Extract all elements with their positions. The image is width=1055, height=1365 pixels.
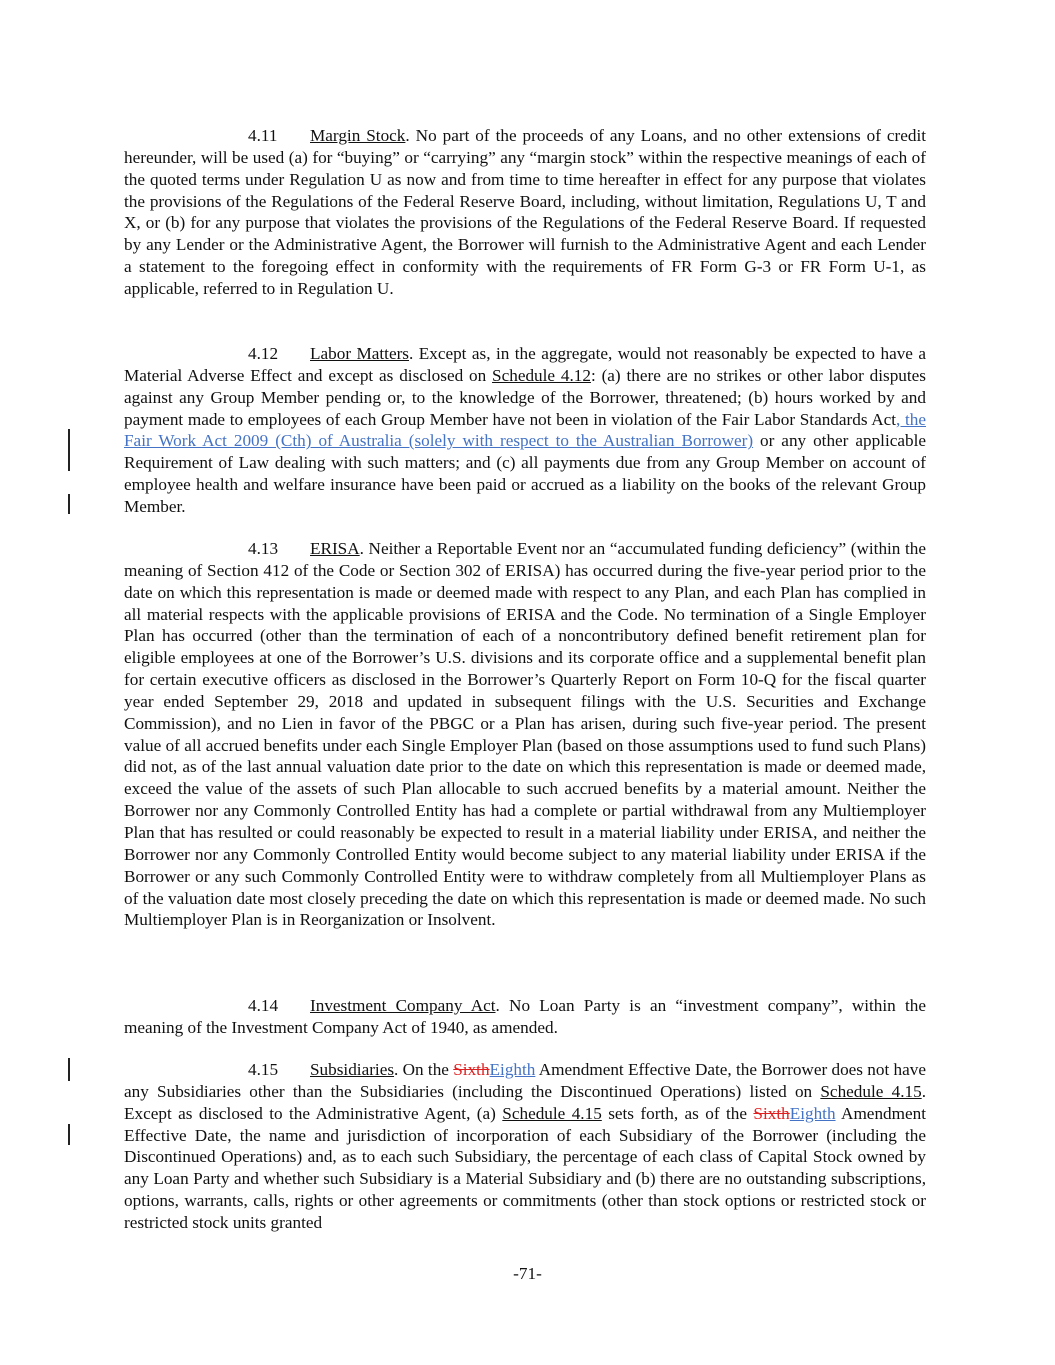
section-body: . Except as disclosed to the Administrative Agent, (a) bbox=[124, 1081, 926, 1123]
section-body: : (a) there are no strikes or other labor disputes against any Group Member pending or, to the knowledge of the Borrower, threatened; (b) hours worked by and payment made to employees of each Group Member have not been in violation of the Fair Labor Standards Act bbox=[124, 365, 926, 429]
section-title: ERISA bbox=[310, 539, 360, 558]
schedule-reference: Schedule 4.15 bbox=[502, 1103, 602, 1123]
deleted-text: Sixth bbox=[753, 1103, 790, 1123]
section-body: Amendment Effective Date, the Borrower does not have any Subsidiaries other than the Subsidiaries (including the Discontinued Operations) listed on bbox=[124, 1060, 926, 1101]
schedule-reference: Schedule 4.12 bbox=[492, 365, 591, 385]
section-body: sets forth, as of the bbox=[601, 1103, 754, 1123]
inserted-text: , the Fair Work Act 2009 (Cth) of Australia (solely with respect to the Australian Borrower) bbox=[124, 409, 926, 451]
section-body: . Neither a Reportable Event nor an “accumulated funding deficiency” (within the meaning of Section 412 of the Code or Section 302 of ERISA) has occurred during the five-year period prior to the date on which this representation is made or deemed made with respect to any Plan, and each Plan has complied in all material respects with the applicable provisions of ERISA and the Code. No termination of a Single Employer Plan has occurred (other than the termination of each of a noncontributory defined benefit retirement plan for eligible employees at one of the Borrower’s U.S. divisions and its corporate office and a supplemental benefit plan for certain executive officers as disclosed in the Borrower’s Quarterly Report on Form 10-Q for the fiscal quarter year ended September 29, 2018 and updated in subsequent filings with the U.S. Securities and Exchange Commission), and no Lien in favor of the PBGC or a Plan has arisen, during such five-year period. The present value of all accrued benefits under each Single Employer Plan (based on those assumptions used to fund such Plans) did not, as of the last annual valuation date prior to the date on which this representation is made or deemed made, exceed the value of the assets of such Plan allocable to such accrued benefits by a material amount. Neither the Borrower nor any Commonly Controlled Entity has had a complete or partial withdrawal from any Multiemployer Plan that has resulted or could reasonably be expected to result in a material liability under ERISA, and neither the Borrower nor any Commonly Controlled Entity would become subject to any material liability under ERISA if the Borrower or any such Commonly Controlled Entity were to withdraw completely from all Multiemployer Plans as of the valuation date most closely preceding the date on which this representation is made or deemed made. No such Multiemployer Plan is in Reorganization or Insolvent. bbox=[124, 539, 926, 930]
section-4-14 bbox=[124, 995, 926, 1039]
section-body: . No Loan Party is an “investment company”, within the meaning of the Investment Company Act of 1940, as amended. bbox=[124, 996, 926, 1037]
deleted-text: Sixth bbox=[453, 1060, 490, 1079]
section-body: Amendment Effective Date, the name and jurisdiction of incorporation of each Subsidiary of the Borrower (including the Discontinued Operations) and, as to each such Subsidiary, the percentage of each class of Capital Stock owned by any Loan Party and whether such Subsidiary is a Material Subsidiary and (b) there are no outstanding subscriptions, options, warrants, calls, rights or other agreements or commitments (other than stock options or restricted stock or restricted stock units granted bbox=[124, 1103, 926, 1232]
section-number: 4.15 bbox=[248, 1060, 279, 1079]
section-body: . On the bbox=[394, 1060, 454, 1079]
section-title: Labor Matters bbox=[310, 344, 409, 363]
inserted-text: Eighth bbox=[489, 1060, 536, 1079]
inserted-text: Eighth bbox=[789, 1103, 836, 1123]
section-title: Subsidiaries bbox=[310, 1060, 395, 1079]
page-number: -71- bbox=[513, 1264, 542, 1283]
section-4-13 bbox=[124, 538, 926, 931]
section-title: Margin Stock bbox=[310, 126, 406, 145]
change-bar bbox=[68, 1124, 70, 1145]
section-number: 4.13 bbox=[248, 539, 279, 558]
change-bar bbox=[68, 429, 70, 471]
section-4-15 bbox=[124, 1059, 926, 1234]
section-4-12 bbox=[124, 343, 926, 518]
change-bar bbox=[68, 494, 70, 514]
change-bar bbox=[68, 1058, 70, 1081]
schedule-reference: Schedule 4.15 bbox=[820, 1081, 922, 1101]
section-number: 4.14 bbox=[248, 996, 279, 1015]
section-number: 4.12 bbox=[248, 344, 279, 363]
section-number: 4.11 bbox=[248, 126, 278, 145]
section-title: Investment Company Act bbox=[310, 996, 496, 1015]
section-body: . No part of the proceeds of any Loans, and no other extensions of credit hereunder, will be used (a) for “buying” or “carrying” any “margin stock” within the respective meanings of each of the quoted terms under Regulation U as now and from time to time hereafter in effect for any purpose that violates the provisions of the Regulations of the Federal Reserve Board, including, without limitation, Regulations U, T and X, or (b) for any purpose that violates the provisions of the Regulations of the Federal Reserve Board. If requested by any Lender or the Administrative Agent, the Borrower will furnish to the Administrative Agent and each Lender a statement to the foregoing effect in conformity with the requirements of FR Form G-3 or FR Form U-1, as applicable, referred to in Regulation U. bbox=[124, 126, 926, 298]
section-4-11 bbox=[124, 125, 926, 300]
section-body: or any other applicable Requirement of Law dealing with such matters; and (c) all payments due from any Group Member on account of employee health and welfare insurance have been paid or accrued as a liability on the books of the relevant Group Member. bbox=[124, 431, 926, 516]
section-body: . Except as, in the aggregate, would not reasonably be expected to have a Material Adverse Effect and except as disclosed on bbox=[124, 344, 926, 385]
